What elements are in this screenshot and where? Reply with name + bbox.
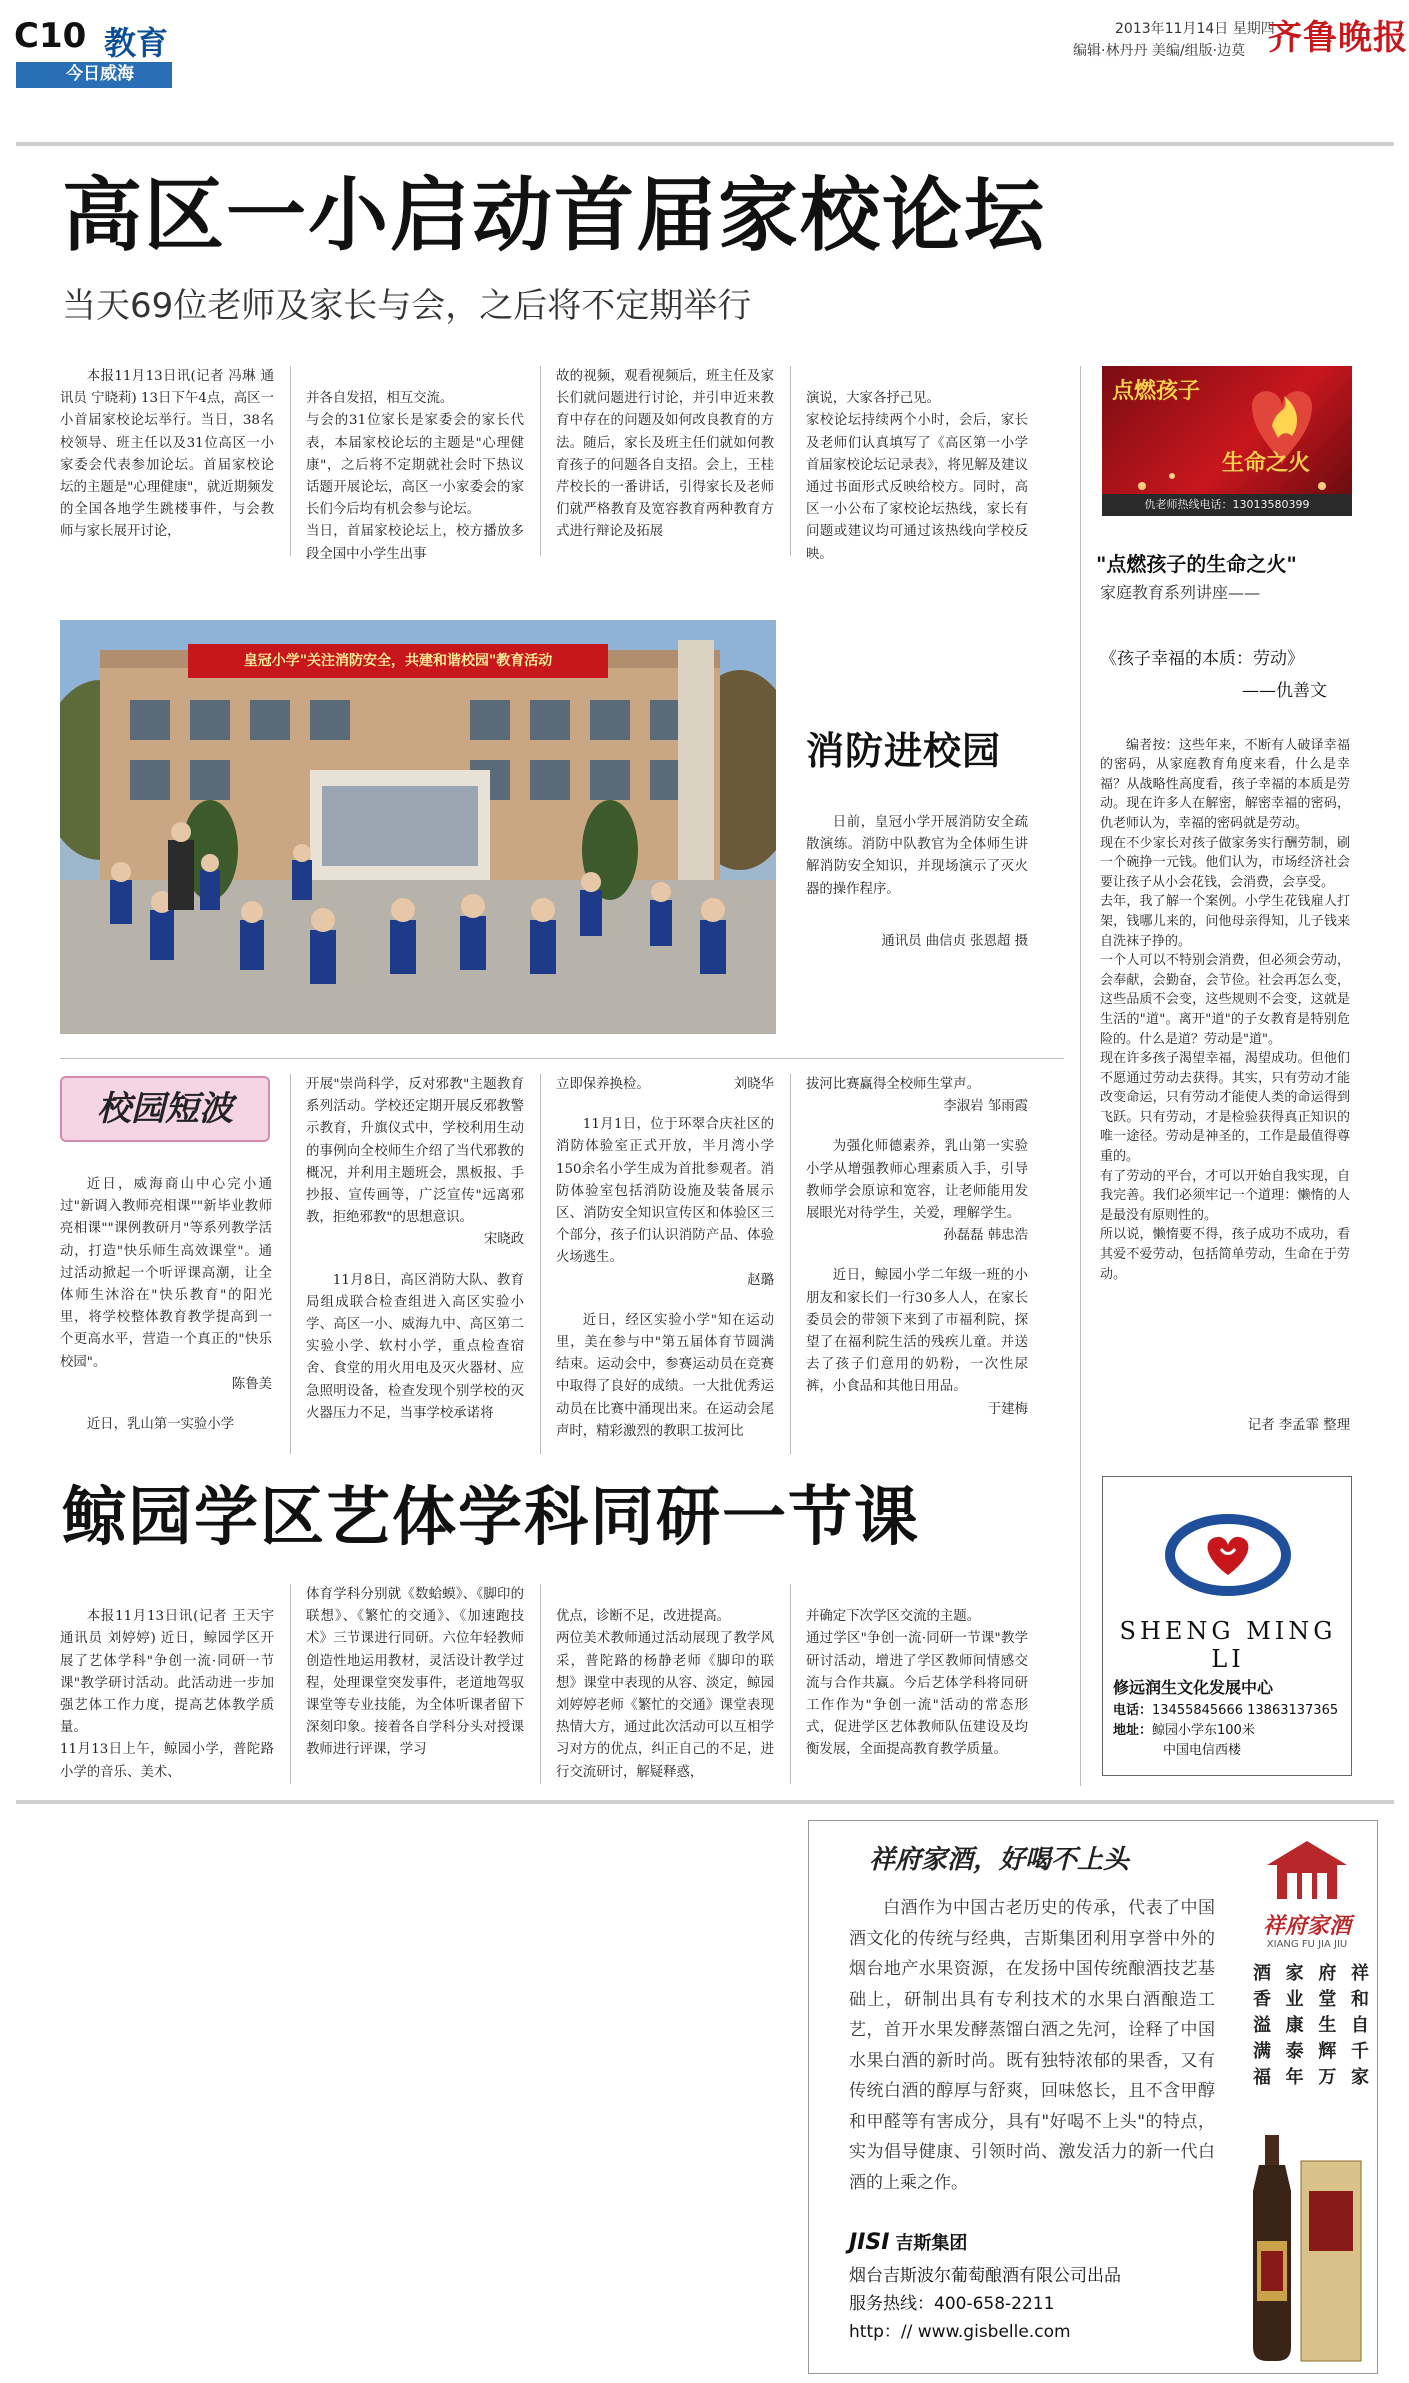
campus-news-column-rule [540,1074,541,1454]
ad-hotline: 服务热线：400-658-2211 [849,2294,1055,2314]
couplet-char: 和 [1350,1989,1369,2010]
liquor-ad [808,1820,1378,2374]
contact-phone-value: 13455845666 13863137365 [1152,1703,1339,1718]
article-body [1100,716,1350,1304]
fire-drill-banner-text: 皇冠小学"关注消防安全，共建和谐校园"教育活动 [243,653,553,669]
lecture-subtitle: 家庭教育系列讲座—— [1100,583,1261,602]
campus-news-col3-text: 立即保养换检。 [556,1077,650,1092]
campus-news-col3-line [556,1074,774,1096]
campus-news-col4-c: 近日，鲸园小学二年级一班的小朋友和家长们一行30多人人，在家长委员会的带领下来到了市福利院，探望了在福利院生活的残疾儿童。并送去了孩子们意用的奶粉，一次性尿裤，小食品和其他日用品。 [806,1268,1028,1395]
article-credit: 记者 李孟霏 整理 [1247,1418,1350,1433]
story1-col4-text: 演说，大家各抒己见。 家校论坛持续两个小时，会后，家长及老师们认真填写了《高区第一小学首届家校论坛记录表》，将见解及建议通过书面形式反映给校方。同时，高区一小公布了家校论坛热线，家长有问题或建议均可通过该热线向学校反映。 [806,391,1028,562]
couplet-char: 生 [1318,2015,1337,2036]
story2-col2 [306,1584,524,1762]
story1-col2 [306,366,524,588]
sidebar-divider [1080,366,1081,1786]
couplet-column [1351,1961,1369,2111]
page-number: C10 [14,16,87,56]
couplet-char: 泰 [1285,2041,1304,2062]
contact-address [1113,1719,1255,1738]
story1-subhead: 当天69位老师及家长与会，之后将不定期举行 [62,286,752,326]
couplet-char: 业 [1285,1989,1304,2010]
ad-url: http：// www.gisbelle.com [849,2322,1071,2342]
couplet-char: 自 [1350,2015,1369,2036]
brand-couplet [1253,1961,1369,2111]
campus-news-col4-credit: 李淑岩 邹雨霞 [943,1099,1028,1115]
couplet-column [1286,1961,1304,2111]
story2-headline: 鲸园学区艺体学科同研一节课 [62,1481,920,1555]
story2-column-rule [790,1584,791,1784]
fire-drill-photo-illustration [60,620,776,1034]
ad-slogan: 祥府家酒，好喝不上头 [869,1845,1130,1875]
section-rule [60,1058,1064,1059]
campus-news-col1-credit: 陈鲁美 [231,1376,272,1392]
story1-column-rule [540,366,541,556]
liquor-bottle-and-box [1239,2121,1369,2365]
couplet-char: 年 [1285,2067,1304,2088]
contact-phone-label: 电话： [1113,1703,1153,1718]
campus-news-col1-text: 近日，威海商山中心完小通过"新调入教师亮相课""新毕业教师亮相课""课例教研月"等系列教学活动，打造"快乐师生高效课堂"。通过活动掀起一个听评课高潮，让全体师生沐浴在"快乐教育"的阳光里，将学校整体教育教学提高到一个更高水平，营造一个真正的"快乐校园"。 [60,1177,272,1370]
subsection-label: 今日威海 [66,64,134,84]
couplet-char: 祥 [1350,1963,1369,1984]
contact-address2: 中国电信西楼 [1163,1743,1242,1758]
campus-news-column-rule [290,1074,291,1454]
couplet-char: 府 [1318,1963,1337,1984]
story2-col1-text: 本报11月13日讯(记者 王天宇 通讯员 刘婷婷) 近日，鲸园学区开展了艺体学科"争创一流·同研一节课"教学研讨活动。此活动进一步加强艺体工作力度，提高艺体教学质量。 11月13日上午，鲸园小学，普陀路小学的音乐、美术、 [60,1609,274,1780]
contact-address-value: 鲸园小学东100米 [1152,1723,1255,1738]
fire-drill-title: 消防进校园 [806,729,1002,773]
article-title: 《孩子幸福的本质：劳动》 [1100,649,1304,669]
couplet-char: 万 [1318,2067,1337,2088]
campus-news-col1-tail: 近日，乳山第一实验小学 [86,1417,235,1433]
campus-news-col2 [306,1074,524,1425]
ad-company: 烟台吉斯波尔葡萄酿酒有限公司出品 [849,2266,1121,2286]
couplet-char: 溢 [1253,2015,1271,2036]
sidebar-banner [1102,366,1352,516]
fire-drill-caption [806,812,1028,901]
story2-column-rule [290,1584,291,1784]
contact-phone [1113,1699,1338,1718]
story2-col3 [556,1584,774,1806]
couplet-char: 千 [1350,2041,1369,2062]
paper-name-logo: 齐鲁晚报 [1268,18,1408,58]
fire-drill-credit: 通讯员 曲信贞 张恩超 摄 [881,934,1028,949]
header-divider [16,142,1394,146]
couplet-column [1318,1961,1336,2111]
sheng-ming-li-logo-icon [1163,1503,1293,1603]
article-author: ——仇善文 [1242,681,1327,701]
sidebar-banner-title: 点燃孩子 [1112,378,1201,404]
jisi-group-name: 吉斯集团 [895,2233,968,2254]
subsection-tab [16,62,172,86]
story1-headline: 高区一小启动首届家校论坛 [62,169,1046,262]
campus-news-col3-credit: 刘晓华 [733,1077,774,1092]
campus-news-col3 [556,1074,774,1443]
section-label: 教育 [104,24,169,62]
liquor-bottle-icon [1239,2121,1369,2365]
couplet-char: 香 [1253,1989,1271,2010]
campus-news-col3-c: 近日，经区实验小学"知在运动里，美在参与中"第五届体育节圆满结束。运动会中，参赛运动员在竞赛中取得了良好的成绩。一大批优秀运动员在比赛中涌现出来。在运动会尾声时，精彩激烈的教职工拔河比 [556,1312,774,1439]
story2-col2-text: 体育学科分别就《数蛤蟆》、《脚印的联想》、《繁忙的交通》、《加速跑技术》三节课进行同研。六位年轻教师创造性地运用教材，灵活设计教学过程，处理课堂突发事件，老道地驾驭课堂等专业技能，为全体听课者留下深刻印象。接着各自学科分头对授课教师进行评课，学习 [306,1587,524,1758]
date-line: 2013年11月14日 星期四 [1115,21,1275,37]
brand-emblem [1257,1835,1357,1907]
editor-line: 编辑·林丹丹 美编/组版·边莫 [1073,43,1246,59]
jisi-logo-mark: JISI [849,2229,890,2255]
campus-news-column-rule [790,1074,791,1454]
campus-news-col2-b: 11月8日，高区消防大队、教育局组成联合检查组进入高区实验小学、高区一小、威海九中、高区第二实验小学、软村小学，重点检查宿舍、食堂的用火用电及灭火器材、应急照明设备，检查发现个别学校的灭火器压力不足，当事学校承诺将 [306,1272,524,1421]
campus-news-col4-c-credit: 于建梅 [987,1401,1028,1417]
story2-col4-text: 并确定下次学区交流的主题。 通过学区"争创一流·同研一节课"教学研讨活动，增进了学区教师间情感交流与合作共赢。今后艺体学科将同研工作作为"争创一流"活动的常态形式，促进学区艺体教师队伍建设及均衡发展，全面提高教育教学质量。 [806,1609,1028,1758]
story2-column-rule [540,1584,541,1784]
contact-address-label: 地址： [1113,1723,1153,1738]
story1-col3-text: 故的视频，观看视频后，班主任及家长们就问题进行讨论，并引申近来教育中存在的问题及如何改良教育的方法。随后，家长及班主任们就如何教育孩子的问题各自支招。会上，王桂芹校长的一番讲话，引得家长及老师们就严格教育及宽容教育两种教育方式进行辩论及拓展 [556,369,774,540]
campus-news-col2-credit: 宋晓政 [483,1232,524,1248]
sheng-ming-li-wordmark: SHENG MING LI [1119,1617,1337,1673]
sheng-ming-li-box [1102,1476,1352,1776]
couplet-char: 满 [1253,2041,1271,2062]
campus-news-title: 校园短波 [97,1089,233,1129]
couplet-char: 家 [1285,1963,1304,1984]
couplet-char: 酒 [1253,1963,1271,1984]
brand-pinyin: XIANG FU JIA JIU [1266,1939,1348,1950]
campus-news-col3-b-credit: 赵璐 [747,1272,774,1288]
couplet-char: 福 [1253,2067,1271,2088]
story1-col3 [556,366,774,544]
campus-news-col2-text: 开展"崇尚科学，反对邪教"主题教育系列活动。学校还定期开展反邪教警示教育，升旗仪式中，学校利用生动的事例向全校师生介绍了当代邪教的概况，并利用主题班会，黑板报、手抄报、宣传画等，广泛宣传"远离邪教，拒绝邪教"的思想意识。 [306,1077,524,1226]
sidebar-banner-title2: 生命之火 [1222,450,1311,476]
campus-news-col4-text: 拔河比赛赢得全校师生掌声。 [806,1077,981,1092]
campus-news-col1 [60,1174,272,1436]
story1-column-rule [790,366,791,556]
story1-col1-text: 本报11月13日讯(记者 冯琳 通讯员 宁晓莉) 13日下午4点，高区一小首届家校论坛举行。当日，38名校领导、班主任以及31位高区一小家委会代表参加论坛。首届家校论坛的主题是"心理健康"，就近期频发的全国各地学生跳楼事件，与会教师与家长展开讨论， [60,369,274,540]
story1-col4 [806,366,1028,588]
fire-drill-photo [60,620,776,1034]
jisi-logo [849,2229,967,2255]
campus-news-col4 [806,1074,1028,1421]
sidebar-banner-footer: 仇老师热线电话：13013580399 [1102,494,1352,516]
campus-news-col4-b-credit: 孙磊磊 韩忠浩 [943,1228,1028,1244]
pagoda-emblem-icon [1257,1835,1357,1907]
campus-news-col4-b: 为强化师德素养，乳山第一实验小学从增强教师心理素质入手，引导教师学会原谅和宽容，让老师能用发展眼光对待学生，关爱，理解学生。 [806,1139,1028,1222]
campus-news-col3-b: 11月1日，位于环翠合庆社区的消防体验室正式开放，半月湾小学150余名小学生成为首批参观者。消防体验室包括消防设施及装备展示区、消防安全知识宣传区和体验区三个部分，孩子们认识消防产品、体验火场逃生。 [556,1117,774,1266]
center-name: 修远润生文化发展中心 [1113,1678,1274,1697]
couplet-char: 堂 [1318,1989,1337,2010]
story1-col2-text: 并各自发招，相互交流。 与会的31位家长是家委会的家长代表，本届家校论坛的主题是"心理健康"，之后将不定期就社会时下热议话题开展论坛，高区一小家委会的家长们今后均有机会参与论坛。 当日，首届家校论坛上，校方播放多段全国中小学生出事 [306,391,524,562]
couplet-char: 家 [1350,2067,1369,2088]
story2-col4 [806,1584,1028,1784]
couplet-char: 辉 [1318,2041,1337,2062]
header-rule-blue [16,86,172,88]
story2-col3-text: 优点，诊断不足，改进提高。 两位美术教师通过活动展现了教学风采，普陀路的杨静老师《脚印的联想》课堂中表现的从容、淡定，鲸园刘婷婷老师《繁忙的交通》课堂表现热情大方，通过此次活动可以互相学习对方的优点，纠正自己的不足，进行交流研讨，解疑释惑， [556,1609,774,1780]
story1-col1 [60,366,274,544]
campus-news-title-box [60,1076,270,1142]
couplet-char: 康 [1285,2015,1304,2036]
fire-drill-caption-text: 日前，皇冠小学开展消防安全疏散演练。消防中队教官为全体师生讲解消防安全知识，并现场演示了灭火器的操作程序。 [806,815,1028,897]
story2-col1 [60,1584,274,1806]
couplet-column [1253,1961,1271,2111]
ad-top-rule [16,1800,1394,1804]
ad-body: 白酒作为中国古老历史的传承，代表了中国酒文化的传统与经典，吉斯集团利用享誉中外的烟台地产水果资源，在发扬中国传统酿酒技艺基础上，研制出具有专利技术的水果白酒酿造工艺，首开水果发酵蒸馏白酒之先河，诠释了中国水果白酒的新时尚。既有独特浓郁的果香，又有传统白酒的醇厚与舒爽，回味悠长，且不含甲醇和甲醛等有害成分，具有"好喝不上头"的特点，实为倡导健康、引领时尚、激发活力的新一代白酒的上乘之作。 [849,1898,1215,2193]
brand-name: 祥府家酒 [1262,1913,1351,1939]
lecture-title: "点燃孩子的生命之火" [1096,552,1297,576]
story1-column-rule [290,366,291,556]
article-body-text: 编者按：这些年来，不断有人破译幸福的密码，从家庭教育角度来看，什么是幸福？从战略性高度看，孩子幸福的本质是劳动。现在许多人在解密，解密幸福的密码，仇老师认为，幸福的密码就是劳动。 现在不少家长对孩子做家务实行酬劳制，刷一个碗挣一元钱。他们认为，市场经济社会要让孩子从小会花钱，会消费，会享受。 去年，我了解一个案例。小学生花钱雇人打架，钱哪儿来的，问他母亲得知，儿子钱来自洗袜子挣的。 一个人可以不特别会消费，但必须会劳动，会奉献，会勤奋，会节俭。社会再怎么变，这些品质不会变，这些规则不会变，这就是生活的"道"。离开"道"的子女教育是特别危险的。什么是道？劳动是"道"。 现在许多孩子渴望幸福，渴望成功。但他们不愿通过劳动去获得。其实，只有劳动才能改变命运，只有劳动才能使人类的命运得到飞跃。只有劳动，才是检验获得真正知识的唯一途径。劳动是神圣的，工作是最值得尊重的。 有了劳动的平台，才可以开始自我实现，自我完善。我们必须牢记一个道理：懒惰的人是最没有原则性的。 所以说，懒惰要不得，孩子成功不成功，看其爱不爱劳动，包括简单劳动，生命在于劳动。 [1100,737,1350,1282]
